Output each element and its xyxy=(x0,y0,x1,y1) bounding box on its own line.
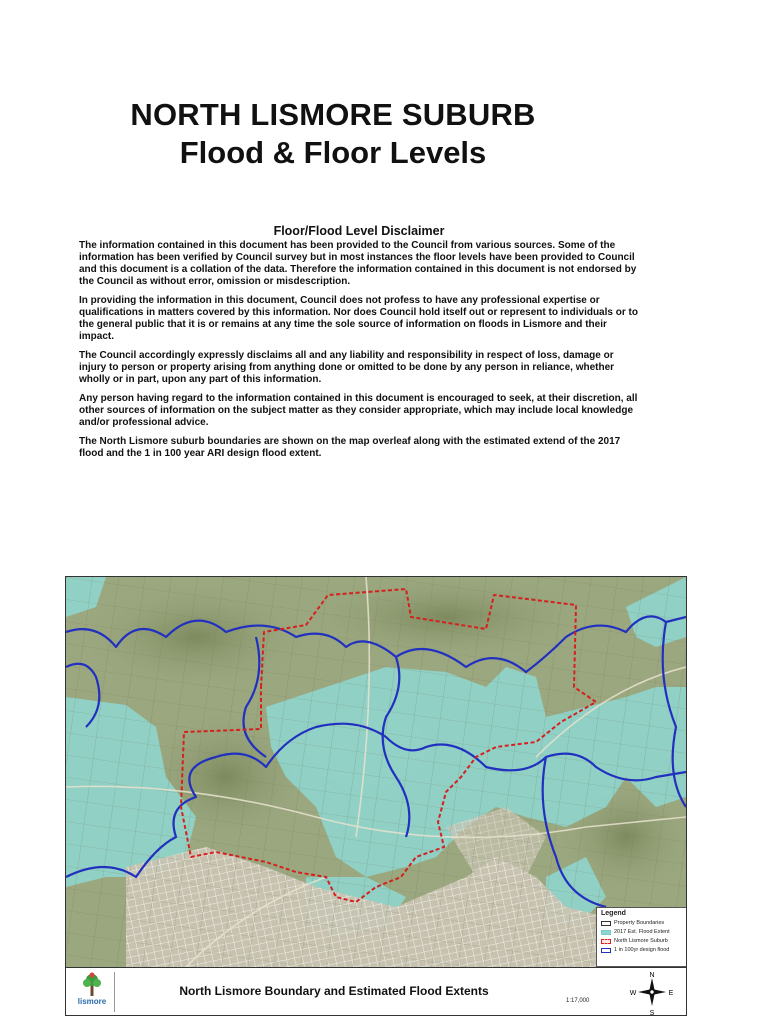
compass-n: N xyxy=(649,972,655,979)
compass-s: S xyxy=(649,1010,655,1016)
document-title: NORTH LISMORE SUBURB xyxy=(130,97,536,132)
legend-swatch-design-flood xyxy=(601,948,611,953)
disclaimer-paragraph-4: Any person having regard to the information contained in this document is encouraged to seek, at their discretion, all other sources of information on the subject matter as they consider appropriate, which may include local knowledge and/or professional advice. xyxy=(79,393,638,428)
legend-label: Property Boundaries xyxy=(614,920,665,926)
disclaimer-paragraph-2: In providing the information in this document, Council does not profess to have any professional expertise or qualifications in matters covered by this information. Nor does Council hold itself out or represent to individuals or to the general public that it is or remains at any time the sole source of information on floods in Lismore and their impact. xyxy=(79,295,638,342)
map-scale: 1:17,000 xyxy=(566,998,590,1004)
legend-title: Legend xyxy=(601,910,626,917)
document-subtitle: Flood & Floor Levels xyxy=(179,135,487,170)
legend-item-design-flood xyxy=(601,946,686,954)
legend-swatch-property xyxy=(601,921,611,926)
map-image xyxy=(66,577,686,967)
compass-rose-icon xyxy=(622,970,682,1016)
legend-label: 2017 Est. Flood Extent xyxy=(614,929,670,935)
map-legend xyxy=(596,907,686,967)
disclaimer-paragraph-1: The information contained in this document has been provided to the Council from various sources. Some of the information has been verified by Council survey but in most instances the floor levels have been provided to Council and this document is a collation of the data. Therefore the information contained in this document is not endorsed by the Council as without error, omission or misdescription. xyxy=(79,240,637,287)
logo-wordmark: lismore xyxy=(77,997,107,1006)
disclaimer-paragraph-3: The Council accordingly expressly disclaims all and any liability and responsibility in respect of loss, damage or injury to person or property arising from anything done or omitted to be done by any person in reliance, whether wholly or in part, upon any part of this information. xyxy=(79,350,615,385)
legend-label: North Lismore Suburb xyxy=(614,938,668,944)
legend-item-suburb xyxy=(601,937,686,945)
disclaimer-paragraph-5: The North Lismore suburb boundaries are shown on the map overleaf along with the estimated extend of the 2017 flood and the 1 in 100 year ARI design flood extent. xyxy=(79,436,621,459)
legend-swatch-flood xyxy=(601,930,611,935)
compass-w: W xyxy=(629,990,637,997)
map-title: North Lismore Boundary and Estimated Flood Extents xyxy=(179,984,489,998)
legend-item-flood-2017 xyxy=(601,928,686,936)
legend-item-property-boundaries xyxy=(601,919,686,927)
title-block xyxy=(66,96,600,172)
compass-e: E xyxy=(668,990,674,997)
legend-label: 1 in 100yr design flood xyxy=(614,947,670,953)
map-footer xyxy=(66,967,686,1016)
disclaimer-section xyxy=(79,224,639,467)
map-frame xyxy=(65,576,687,1016)
legend-swatch-suburb xyxy=(601,939,611,944)
disclaimer-heading: Floor/Flood Level Disclaimer xyxy=(273,224,445,238)
